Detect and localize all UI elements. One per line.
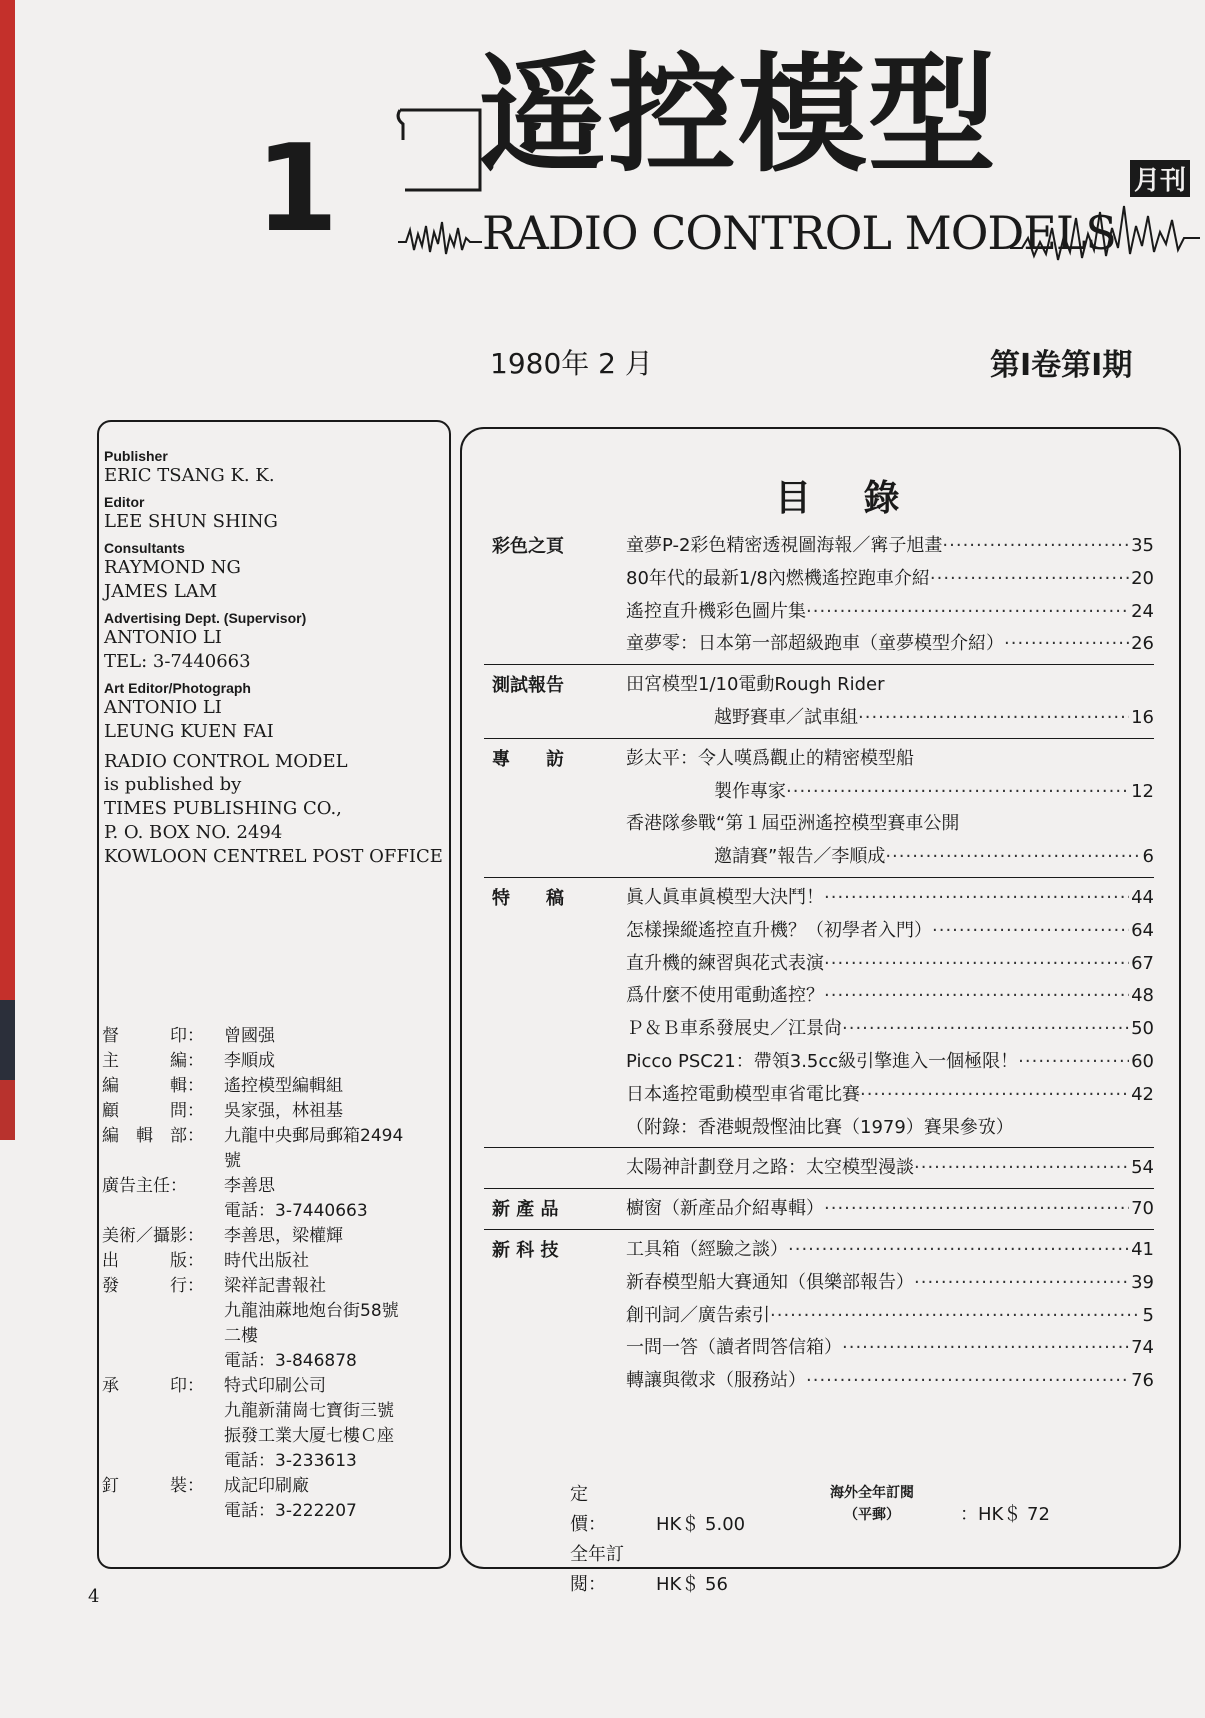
toc-entry (626, 1046, 1154, 1079)
leader-dots (959, 808, 1152, 841)
leader-dots (858, 702, 1129, 735)
credit-label: 出 版： (102, 1251, 204, 1271)
leader-dots (824, 948, 1129, 981)
toc-entry-title: 日本遙控電動模型車省電比賽 (626, 1083, 860, 1105)
advertising-tel: TEL: 3-7440663 (104, 651, 251, 672)
credit-value: 九龍中央郵局郵箱2494 (224, 1126, 404, 1146)
leader-dots (824, 882, 1129, 915)
publication-line: P. O. BOX NO. 2494 (104, 822, 283, 843)
magazine-logo-chinese: 遥控模型 (478, 41, 999, 190)
toc-section (484, 669, 1154, 735)
toc-entry-page: 35 (1131, 535, 1154, 556)
toc-section-label: 特 稿 (492, 887, 564, 909)
credit-value: 時代出版社 (224, 1251, 309, 1271)
toc-entry (626, 776, 1154, 809)
toc-entry-title: 80年代的最新1/8內燃機遙控跑車介紹 (626, 567, 930, 589)
toc-entry (626, 1365, 1154, 1398)
credit-value: 振發工業大厦七樓Ｃ座 (224, 1426, 394, 1446)
toc-entry-title: 邀請賽”報告／李順成 (714, 846, 886, 868)
toc-entry-title: 彭太平：令人嘆爲觀止的精密模型船 (626, 747, 914, 769)
volume-issue: 第Ⅰ卷第Ⅰ期 (990, 348, 1133, 383)
toc-entry-title: 童夢零：日本第一部超級跑車（童夢模型介紹） (626, 633, 1004, 655)
toc-section (484, 1152, 1154, 1185)
credit-label: 編 輯： (102, 1076, 204, 1096)
toc-entry (626, 1112, 1154, 1145)
leader-dots (914, 1152, 1129, 1185)
price-value: HK＄ 5.00 (656, 1514, 746, 1535)
credit-row (102, 1249, 442, 1274)
credit-label: 廣告主任： (102, 1176, 187, 1196)
credit-label: 督 印： (102, 1026, 204, 1046)
credit-row (102, 1024, 442, 1049)
credit-value: 梁祥記書報社 (224, 1276, 326, 1296)
toc-entry (626, 1300, 1154, 1333)
leader-dots (824, 980, 1129, 1013)
publication-line: KOWLOON CENTREL POST OFFICE (104, 846, 443, 867)
credit-value: 遙控模型編輯組 (224, 1076, 343, 1096)
leader-dots (942, 530, 1129, 563)
issue-number: 1 (255, 120, 339, 259)
toc-entry (626, 628, 1154, 661)
consultant-name: RAYMOND NG (104, 557, 241, 578)
art-name: ANTONIO LI (104, 697, 222, 718)
toc-entry-title: 遙控直升機彩色圖片集 (626, 600, 806, 622)
publication-line: RADIO CONTROL MODEL (104, 751, 348, 772)
credit-row (102, 1099, 442, 1124)
credit-label: 顧 問： (102, 1101, 204, 1121)
leader-dots (842, 1013, 1129, 1046)
toc-entry-page: 76 (1131, 1370, 1154, 1392)
leader-dots (788, 1234, 1129, 1267)
toc-entry-title: 櫥窗（新產品介紹專輯） (626, 1198, 824, 1220)
annual-value: HK＄ 56 (656, 1574, 728, 1595)
toc-entry-title: 創刊詞／廣告索引 (626, 1304, 770, 1326)
leader-dots (824, 1193, 1129, 1226)
toc-entry (626, 1079, 1154, 1112)
leader-dots (1004, 628, 1129, 661)
toc-entry (626, 1267, 1154, 1300)
toc-entry-title: 製作專家 (714, 780, 786, 802)
toc-entry-page: 16 (1131, 706, 1154, 728)
credit-value: 李順成 (224, 1051, 275, 1071)
magazine-logo-english: RADIO CONTROL MODELS (482, 206, 1116, 260)
credit-value: 號 (224, 1151, 241, 1171)
credit-value: 特式印刷公司 (224, 1376, 326, 1396)
overseas-label-line: 海外全年訂閱 (830, 1485, 914, 1501)
advertising-name: ANTONIO LI (104, 627, 222, 648)
credit-value: 九龍新蒲崗七寶街三號 (224, 1401, 394, 1421)
leader-dots (1018, 1046, 1129, 1079)
binding-edge-red (0, 0, 15, 1000)
credit-value: 電話：3-7440663 (224, 1201, 368, 1221)
toc-entry-page: 5 (1142, 1304, 1154, 1326)
signal-wave-right-graphic (1010, 198, 1200, 278)
credit-row (102, 1474, 442, 1499)
section-divider (484, 877, 1154, 878)
toc-entry (626, 948, 1154, 981)
leader-dots (885, 841, 1140, 874)
credit-row (102, 1074, 442, 1099)
toc-entry-title: 一問一答（讀者問答信箱） (626, 1337, 842, 1359)
toc-entry-title: 新春模型船大賽通知（俱樂部報告） (626, 1271, 914, 1293)
toc-section-label: 測試報告 (492, 675, 564, 697)
leader-dots (932, 915, 1129, 948)
toc-entry-title: （附錄：香港蜆殼慳油比賽（1979）賽果參攷） (626, 1116, 1014, 1138)
credit-label: 主 編： (102, 1051, 204, 1071)
leader-dots (770, 1300, 1141, 1333)
toc-entry-title: 香港隊參戰“第１屆亞洲遙控模型賽車公開 (626, 813, 960, 835)
art-role: Art Editor/Photograph (104, 680, 251, 696)
toc-entry (626, 1152, 1154, 1185)
toc-entry (626, 530, 1154, 563)
toc-entry (626, 882, 1154, 915)
toc-entry-title: 爲什麼不使用電動遙控？ (626, 985, 824, 1007)
signal-wave-left-graphic (398, 212, 482, 262)
toc-entry-page: 20 (1131, 567, 1154, 589)
toc-entry (626, 596, 1154, 629)
page-number: 4 (88, 1586, 100, 1607)
toc-section-label: 新 產 品 (492, 1199, 559, 1221)
toc-entry-title: 田宮模型1/10電動Rough Rider (626, 674, 885, 696)
credit-value: 吳家强，林祖基 (224, 1101, 343, 1121)
toc-entry-page: 60 (1131, 1050, 1154, 1072)
consultant-name: JAMES LAM (104, 581, 218, 602)
toc-entry-page: 24 (1131, 600, 1154, 622)
publication-line: TIMES PUBLISHING CO., (104, 798, 342, 819)
toc-entry-page: 42 (1131, 1083, 1154, 1105)
toc-entry-page: 70 (1131, 1198, 1154, 1220)
toc-entry (626, 1234, 1154, 1267)
toc-entry-page: 64 (1131, 919, 1154, 941)
toc-entry-title: 轉讓與徵求（服務站） (626, 1370, 806, 1392)
credit-row (102, 1274, 442, 1299)
toc-entry-page: 44 (1131, 886, 1154, 908)
toc-entry-page: 67 (1131, 952, 1154, 974)
annual-label: 全年訂閱： (570, 1544, 624, 1595)
leader-dots (786, 776, 1129, 809)
english-credits (104, 442, 444, 869)
publication-line: is published by (104, 774, 242, 795)
binding-edge-red-lower (0, 1080, 15, 1140)
toc-entry-page: 39 (1131, 1271, 1154, 1293)
contents-title: 目 錄 (775, 478, 920, 519)
toc-entry-page: 41 (1131, 1238, 1154, 1260)
credit-row (102, 1124, 442, 1149)
toc-section (484, 1193, 1154, 1226)
toc-entry (626, 980, 1154, 1013)
toc-entry (626, 1013, 1154, 1046)
credit-label: 釘 裝： (102, 1476, 204, 1496)
consultants-role: Consultants (104, 540, 185, 556)
credit-row (102, 1049, 442, 1074)
credit-value: 李善思，梁權輝 (224, 1226, 343, 1246)
credit-value: 二樓 (224, 1326, 258, 1346)
toc-section (484, 882, 1154, 1144)
leader-dots (885, 669, 1152, 702)
section-divider (484, 1188, 1154, 1189)
credit-row (102, 1374, 442, 1399)
overseas-subscription-label (830, 1482, 914, 1526)
toc-entry (626, 669, 1154, 702)
editor-name: LEE SHUN SHING (104, 511, 278, 532)
advertising-role: Advertising Dept. (Supervisor) (104, 610, 307, 626)
toc-entry (626, 915, 1154, 948)
toc-section-label: 彩色之頁 (492, 536, 564, 557)
chinese-credits (102, 1024, 442, 1524)
toc-entry-page: 26 (1131, 633, 1154, 655)
leader-dots (930, 563, 1129, 596)
publisher-name: ERIC TSANG K. K. (104, 465, 275, 486)
monthly-tag: 月刊 (1130, 160, 1190, 197)
art-name: LEUNG KUEN FAI (104, 721, 274, 742)
toc-entry-page: 6 (1142, 846, 1154, 868)
banner-scroll-graphic (395, 100, 485, 200)
leader-dots (806, 596, 1129, 629)
toc-entry (626, 1193, 1154, 1226)
toc-entry-title: 太陽神計劃登月之路：太空模型漫談 (626, 1157, 914, 1179)
toc-section-label: 專 訪 (492, 748, 564, 770)
price-label: 定 價： (570, 1484, 624, 1535)
section-divider (484, 738, 1154, 739)
table-of-contents (484, 530, 1154, 1398)
toc-entry-title: 工具箱（經驗之談） (626, 1238, 788, 1260)
toc-entry-page: 12 (1131, 780, 1154, 802)
credit-value: 九龍油蔴地炮台街58號 (224, 1301, 399, 1321)
credit-row (102, 1224, 442, 1249)
toc-entry-title: 越野賽車／試車組 (714, 706, 858, 728)
credit-value: 電話：3-233613 (224, 1451, 357, 1471)
toc-entry (626, 841, 1154, 874)
leader-dots (914, 1267, 1129, 1300)
toc-section (484, 1234, 1154, 1398)
toc-entry (626, 743, 1154, 776)
overseas-subscription-value: ：HK＄ 72 (960, 1504, 1050, 1525)
credit-label: 美術／攝影： (102, 1226, 204, 1246)
toc-entry-title: 直升機的練習與花式表演 (626, 952, 824, 974)
credit-value: 電話：3-222207 (224, 1501, 357, 1521)
credit-value: 成記印刷廠 (224, 1476, 309, 1496)
toc-section-label: 新 科 技 (492, 1239, 559, 1261)
toc-entry-page: 74 (1131, 1337, 1154, 1359)
section-divider (484, 1147, 1154, 1148)
credit-value: 李善思 (224, 1176, 275, 1196)
price-block (570, 1480, 745, 1600)
leader-dots (806, 1365, 1129, 1398)
publisher-role: Publisher (104, 448, 168, 464)
toc-entry-title: 童夢P-2彩色精密透視圖海報／寗子旭畫 (626, 535, 943, 556)
credit-value: 電話：3-846878 (224, 1351, 357, 1371)
toc-section (484, 530, 1154, 661)
credit-label: 發 行： (102, 1276, 204, 1296)
toc-entry-title: Picco PSC21：帶領3.5cc級引擎進入一個極限！ (626, 1050, 1019, 1072)
credit-row (102, 1174, 442, 1199)
overseas-label-line: （平郵） (844, 1507, 900, 1523)
leader-dots (914, 743, 1152, 776)
toc-entry-title: Ｐ＆Ｂ車系發展史／江景尙 (626, 1018, 842, 1040)
credit-label: 編 輯 部： (102, 1126, 204, 1146)
issue-date: 1980年 2 月 (490, 347, 653, 380)
editor-role: Editor (104, 494, 145, 510)
toc-entry (626, 808, 1154, 841)
toc-entry-title: 眞人眞車眞模型大決鬥！ (626, 886, 824, 908)
binding-edge-dark (0, 1000, 15, 1080)
toc-entry (626, 702, 1154, 735)
section-divider (484, 664, 1154, 665)
toc-entry (626, 563, 1154, 596)
section-divider (484, 1229, 1154, 1230)
toc-entry-page: 54 (1131, 1157, 1154, 1179)
credit-value: 曾國强 (224, 1026, 275, 1046)
toc-entry-page: 48 (1131, 985, 1154, 1007)
leader-dots (1014, 1112, 1152, 1145)
toc-section (484, 743, 1154, 874)
toc-entry-title: 怎樣操縱遙控直升機？（初學者入門） (626, 919, 932, 941)
credit-label: 承 印： (102, 1376, 204, 1396)
toc-entry (626, 1332, 1154, 1365)
leader-dots (842, 1332, 1129, 1365)
leader-dots (860, 1079, 1129, 1112)
toc-entry-page: 50 (1131, 1018, 1154, 1040)
